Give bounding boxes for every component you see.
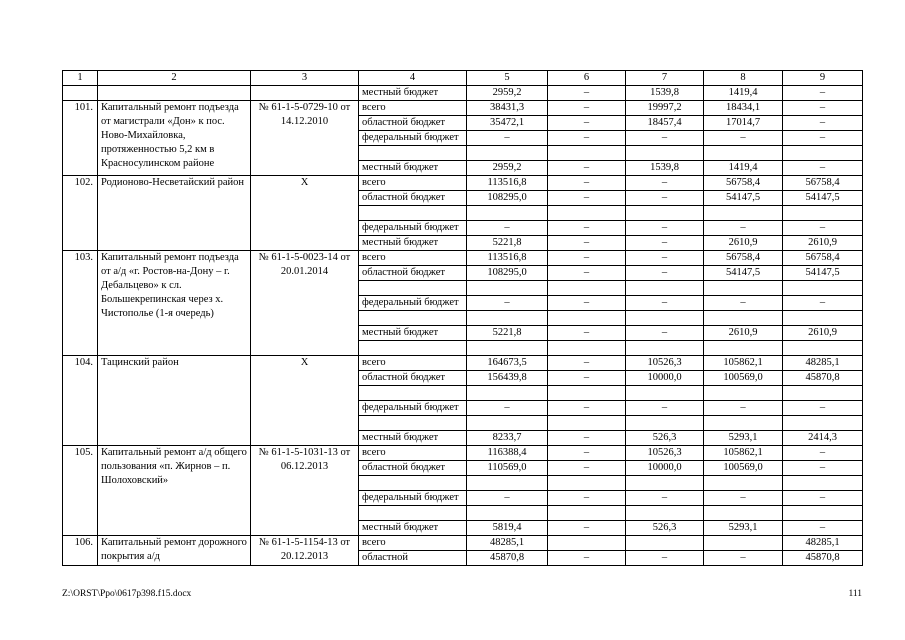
budget-source: местный бюджет xyxy=(359,326,467,341)
amount-cell xyxy=(548,386,626,401)
amount-cell: – xyxy=(783,101,863,116)
object-name: Капитальный ремонт а/д общего пользования «п. Жирнов – п. Шолоховский» xyxy=(98,446,251,536)
row-number: 102. xyxy=(63,176,98,251)
amount-cell: – xyxy=(783,86,863,101)
amount-cell: 164673,5 xyxy=(467,356,548,371)
amount-cell: 54147,5 xyxy=(704,266,783,281)
amount-cell xyxy=(467,386,548,401)
amount-cell xyxy=(704,341,783,356)
amount-cell: – xyxy=(548,236,626,251)
table-row xyxy=(63,251,863,266)
amount-cell: – xyxy=(783,491,863,506)
amount-cell: 2610,9 xyxy=(783,326,863,341)
amount-cell: 156439,8 xyxy=(467,371,548,386)
amount-cell xyxy=(783,506,863,521)
amount-cell: 5819,4 xyxy=(467,521,548,536)
row-number: 105. xyxy=(63,446,98,536)
budget-source: местный бюджет xyxy=(359,161,467,176)
amount-cell xyxy=(626,416,704,431)
amount-cell: – xyxy=(548,266,626,281)
amount-cell: – xyxy=(626,236,704,251)
table-row xyxy=(63,101,863,116)
budget-source: областной бюджет xyxy=(359,191,467,206)
amount-cell: 526,3 xyxy=(626,521,704,536)
amount-cell: 48285,1 xyxy=(467,536,548,551)
object-name: Тацинский район xyxy=(98,356,251,446)
column-header: 9 xyxy=(783,71,863,86)
amount-cell xyxy=(783,341,863,356)
amount-cell: 35472,1 xyxy=(467,116,548,131)
amount-cell xyxy=(783,416,863,431)
budget-source xyxy=(359,476,467,491)
amount-cell: – xyxy=(548,131,626,146)
amount-cell: – xyxy=(467,221,548,236)
amount-cell xyxy=(704,281,783,296)
amount-cell xyxy=(704,476,783,491)
amount-cell xyxy=(626,476,704,491)
amount-cell: 18434,1 xyxy=(704,101,783,116)
amount-cell xyxy=(548,476,626,491)
amount-cell: 54147,5 xyxy=(783,266,863,281)
budget-source: всего xyxy=(359,251,467,266)
amount-cell: – xyxy=(548,371,626,386)
amount-cell xyxy=(548,536,626,551)
amount-cell: – xyxy=(548,86,626,101)
amount-cell: 1539,8 xyxy=(626,86,704,101)
amount-cell: 526,3 xyxy=(626,431,704,446)
budget-source xyxy=(359,311,467,326)
budget-source: федеральный бюджет xyxy=(359,131,467,146)
amount-cell xyxy=(467,506,548,521)
document-number: Х xyxy=(251,176,359,251)
amount-cell: 18457,4 xyxy=(626,116,704,131)
budget-source xyxy=(359,206,467,221)
amount-cell: 10000,0 xyxy=(626,461,704,476)
amount-cell xyxy=(783,146,863,161)
amount-cell: – xyxy=(783,296,863,311)
amount-cell: – xyxy=(783,221,863,236)
amount-cell: – xyxy=(626,401,704,416)
amount-cell: – xyxy=(626,131,704,146)
budget-source: областной бюджет xyxy=(359,461,467,476)
amount-cell: – xyxy=(548,446,626,461)
budget-source: областной бюджет xyxy=(359,266,467,281)
column-header: 6 xyxy=(548,71,626,86)
amount-cell xyxy=(783,476,863,491)
amount-cell: 1419,4 xyxy=(704,86,783,101)
amount-cell: – xyxy=(548,296,626,311)
amount-cell: 113516,8 xyxy=(467,176,548,191)
amount-cell: 56758,4 xyxy=(704,176,783,191)
budget-source: областной бюджет xyxy=(359,371,467,386)
amount-cell: – xyxy=(626,491,704,506)
empty-cell xyxy=(63,86,98,101)
amount-cell: 5293,1 xyxy=(704,521,783,536)
amount-cell: 108295,0 xyxy=(467,266,548,281)
amount-cell: – xyxy=(548,401,626,416)
amount-cell: – xyxy=(704,221,783,236)
document-number: № 61-1-5-1031-13 от 06.12.2013 xyxy=(251,446,359,536)
table-row xyxy=(63,536,863,551)
amount-cell: – xyxy=(626,296,704,311)
budget-source xyxy=(359,416,467,431)
amount-cell: 56758,4 xyxy=(783,251,863,266)
amount-cell xyxy=(626,281,704,296)
budget-source: всего xyxy=(359,176,467,191)
amount-cell: 5221,8 xyxy=(467,326,548,341)
amount-cell: 19997,2 xyxy=(626,101,704,116)
amount-cell: – xyxy=(467,131,548,146)
budget-source: местный бюджет xyxy=(359,236,467,251)
table-row xyxy=(63,356,863,371)
budget-source: всего xyxy=(359,446,467,461)
amount-cell: 56758,4 xyxy=(704,251,783,266)
amount-cell: 1419,4 xyxy=(704,161,783,176)
amount-cell: 54147,5 xyxy=(783,191,863,206)
budget-source: всего xyxy=(359,356,467,371)
amount-cell xyxy=(626,206,704,221)
amount-cell: – xyxy=(548,191,626,206)
amount-cell: 10000,0 xyxy=(626,371,704,386)
amount-cell: – xyxy=(626,191,704,206)
amount-cell: – xyxy=(704,296,783,311)
document-number: № 61-1-5-0729-10 от 14.12.2010 xyxy=(251,101,359,176)
amount-cell xyxy=(467,341,548,356)
amount-cell: – xyxy=(626,326,704,341)
amount-cell xyxy=(704,311,783,326)
budget-source: местный бюджет xyxy=(359,521,467,536)
amount-cell: – xyxy=(626,251,704,266)
budget-source xyxy=(359,506,467,521)
amount-cell xyxy=(548,311,626,326)
amount-cell: 2610,9 xyxy=(704,326,783,341)
row-number: 104. xyxy=(63,356,98,446)
amount-cell: – xyxy=(704,401,783,416)
amount-cell xyxy=(467,146,548,161)
amount-cell: 10526,3 xyxy=(626,356,704,371)
amount-cell: 48285,1 xyxy=(783,536,863,551)
amount-cell: 10526,3 xyxy=(626,446,704,461)
amount-cell: – xyxy=(548,161,626,176)
amount-cell: 113516,8 xyxy=(467,251,548,266)
amount-cell: 2959,2 xyxy=(467,161,548,176)
column-header: 4 xyxy=(359,71,467,86)
document-number: Х xyxy=(251,356,359,446)
document-number: № 61-1-5-0023-14 от 20.01.2014 xyxy=(251,251,359,356)
amount-cell: – xyxy=(783,446,863,461)
amount-cell: 100569,0 xyxy=(704,461,783,476)
budget-source: местный бюджет xyxy=(359,86,467,101)
amount-cell xyxy=(704,506,783,521)
amount-cell: 2610,9 xyxy=(783,236,863,251)
amount-cell: – xyxy=(783,131,863,146)
budget-source xyxy=(359,281,467,296)
amount-cell: 56758,4 xyxy=(783,176,863,191)
amount-cell: 38431,3 xyxy=(467,101,548,116)
amount-cell xyxy=(548,281,626,296)
amount-cell: – xyxy=(783,161,863,176)
amount-cell: 2610,9 xyxy=(704,236,783,251)
budget-source: федеральный бюджет xyxy=(359,491,467,506)
object-name: Родионово-Несветайский район xyxy=(98,176,251,251)
row-number: 106. xyxy=(63,536,98,566)
budget-table xyxy=(62,70,863,566)
amount-cell: 110569,0 xyxy=(467,461,548,476)
amount-cell: – xyxy=(783,461,863,476)
table-row xyxy=(63,446,863,461)
amount-cell xyxy=(704,416,783,431)
amount-cell: – xyxy=(704,551,783,566)
amount-cell: – xyxy=(626,551,704,566)
amount-cell: – xyxy=(548,356,626,371)
amount-cell: – xyxy=(467,296,548,311)
footer-page-number: 111 xyxy=(848,589,862,599)
amount-cell xyxy=(704,536,783,551)
table-row xyxy=(63,176,863,191)
amount-cell: 54147,5 xyxy=(704,191,783,206)
amount-cell xyxy=(548,506,626,521)
amount-cell xyxy=(626,386,704,401)
amount-cell: – xyxy=(626,221,704,236)
amount-cell xyxy=(704,386,783,401)
table-header-row xyxy=(63,71,863,86)
budget-source xyxy=(359,341,467,356)
amount-cell xyxy=(704,206,783,221)
amount-cell: – xyxy=(548,491,626,506)
budget-source: местный бюджет xyxy=(359,431,467,446)
amount-cell: 17014,7 xyxy=(704,116,783,131)
budget-source xyxy=(359,146,467,161)
amount-cell: – xyxy=(783,116,863,131)
amount-cell xyxy=(626,146,704,161)
amount-cell: 45870,8 xyxy=(783,371,863,386)
object-name: Капитальный ремонт дорожного покрытия а/д xyxy=(98,536,251,566)
table-row xyxy=(63,86,863,101)
budget-source: федеральный бюджет xyxy=(359,401,467,416)
footer-file-path: Z:\ORST\Ppo\0617p398.f15.docx xyxy=(62,589,192,599)
amount-cell: 1539,8 xyxy=(626,161,704,176)
amount-cell xyxy=(467,476,548,491)
amount-cell xyxy=(783,386,863,401)
amount-cell xyxy=(548,146,626,161)
amount-cell: – xyxy=(626,266,704,281)
budget-source: всего xyxy=(359,101,467,116)
empty-cell xyxy=(251,86,359,101)
amount-cell: 5293,1 xyxy=(704,431,783,446)
amount-cell xyxy=(626,506,704,521)
amount-cell: 2959,2 xyxy=(467,86,548,101)
amount-cell: 45870,8 xyxy=(467,551,548,566)
object-name: Капитальный ремонт подъезда от магистрали «Дон» к пос. Ново-Михайловка, протяженностью 5,2 км в Красносулинском районе xyxy=(98,101,251,176)
amount-cell xyxy=(783,281,863,296)
column-header: 7 xyxy=(626,71,704,86)
document-number: № 61-1-5-1154-13 от 20.12.2013 xyxy=(251,536,359,566)
amount-cell xyxy=(704,146,783,161)
object-name: Капитальный ремонт подъезда от а/д «г. Ростов-на-Дону – г. Дебальцево» к сл. Большекрепинская через х. Чистополье (1-я очередь) xyxy=(98,251,251,356)
amount-cell: – xyxy=(548,431,626,446)
amount-cell: – xyxy=(548,461,626,476)
amount-cell: – xyxy=(467,401,548,416)
amount-cell: – xyxy=(783,521,863,536)
amount-cell: – xyxy=(548,101,626,116)
amount-cell xyxy=(467,416,548,431)
amount-cell xyxy=(548,416,626,431)
amount-cell: – xyxy=(548,116,626,131)
budget-source xyxy=(359,386,467,401)
empty-cell xyxy=(98,86,251,101)
amount-cell: 48285,1 xyxy=(783,356,863,371)
budget-source: областной xyxy=(359,551,467,566)
budget-source: федеральный бюджет xyxy=(359,221,467,236)
amount-cell: – xyxy=(548,221,626,236)
amount-cell xyxy=(626,341,704,356)
column-header: 8 xyxy=(704,71,783,86)
column-header: 2 xyxy=(98,71,251,86)
amount-cell xyxy=(548,341,626,356)
amount-cell: 8233,7 xyxy=(467,431,548,446)
amount-cell: – xyxy=(626,176,704,191)
amount-cell: 105862,1 xyxy=(704,356,783,371)
amount-cell xyxy=(548,206,626,221)
amount-cell: 2414,3 xyxy=(783,431,863,446)
amount-cell xyxy=(783,206,863,221)
amount-cell: 108295,0 xyxy=(467,191,548,206)
amount-cell: – xyxy=(783,401,863,416)
amount-cell xyxy=(467,206,548,221)
amount-cell: – xyxy=(548,176,626,191)
column-header: 5 xyxy=(467,71,548,86)
column-header: 1 xyxy=(63,71,98,86)
budget-source: федеральный бюджет xyxy=(359,296,467,311)
amount-cell: – xyxy=(704,131,783,146)
amount-cell xyxy=(467,281,548,296)
amount-cell: 5221,8 xyxy=(467,236,548,251)
budget-source: областной бюджет xyxy=(359,116,467,131)
amount-cell xyxy=(467,311,548,326)
amount-cell xyxy=(783,311,863,326)
amount-cell: – xyxy=(548,251,626,266)
row-number: 103. xyxy=(63,251,98,356)
amount-cell xyxy=(626,311,704,326)
amount-cell xyxy=(626,536,704,551)
row-number: 101. xyxy=(63,101,98,176)
amount-cell: 100569,0 xyxy=(704,371,783,386)
amount-cell: – xyxy=(548,326,626,341)
amount-cell: – xyxy=(548,521,626,536)
amount-cell: – xyxy=(548,551,626,566)
amount-cell: 45870,8 xyxy=(783,551,863,566)
amount-cell: – xyxy=(467,491,548,506)
budget-source: всего xyxy=(359,536,467,551)
amount-cell: 116388,4 xyxy=(467,446,548,461)
amount-cell: 105862,1 xyxy=(704,446,783,461)
column-header: 3 xyxy=(251,71,359,86)
amount-cell: – xyxy=(704,491,783,506)
